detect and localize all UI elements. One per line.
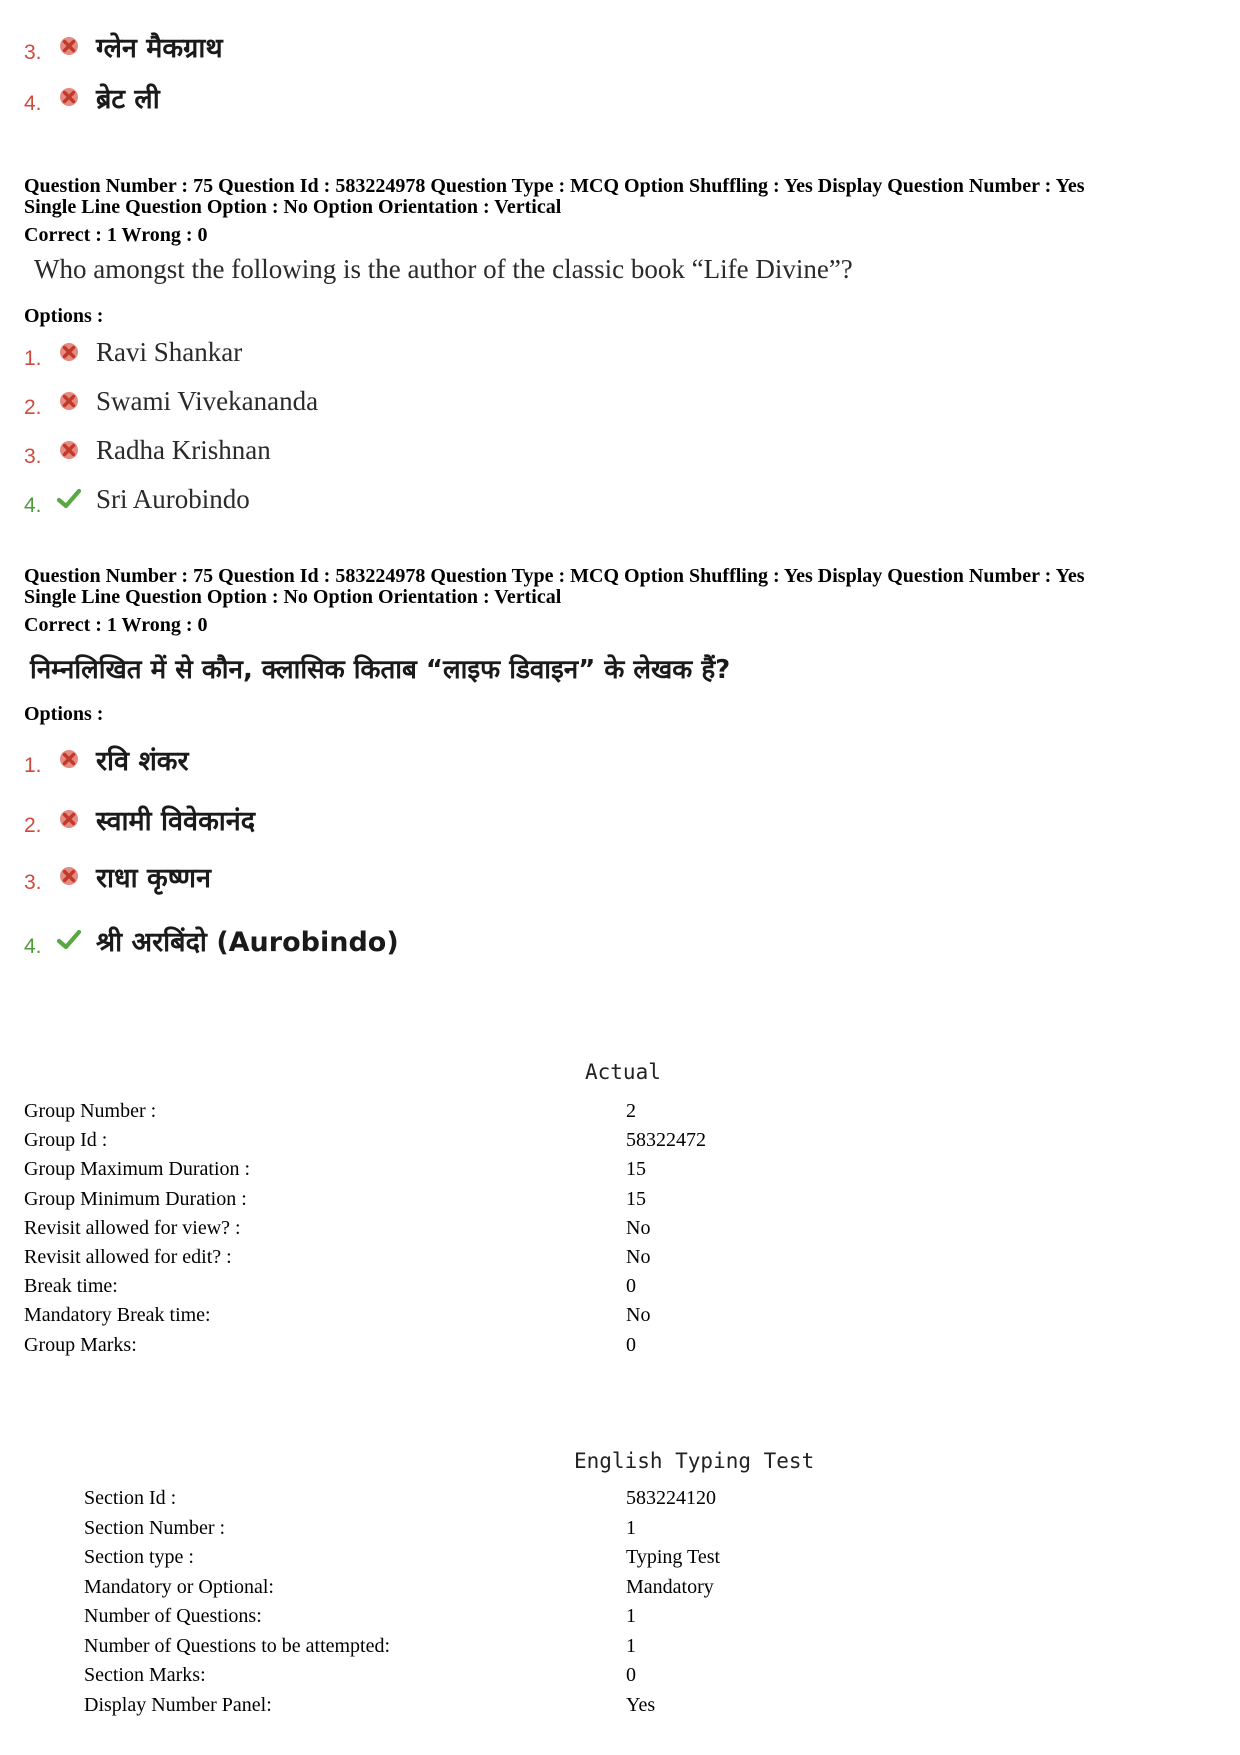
- table-row-label: Revisit allowed for view? :: [24, 1216, 241, 1239]
- question-meta-line: Single Line Question Option : No Option Orientation : Vertical: [24, 586, 562, 608]
- option-number: 4.: [24, 92, 42, 115]
- option-number: 3.: [24, 871, 42, 894]
- option-text: राधा कृष्णन: [96, 862, 211, 894]
- table-row-value: No: [626, 1216, 651, 1239]
- table-row-value: 1: [626, 1634, 636, 1657]
- wrong-mark-icon: [56, 388, 82, 414]
- option-text: स्वामी विवेकानंद: [96, 805, 256, 837]
- table-row-value: 0: [626, 1664, 636, 1686]
- option-text: ब्रेट ली: [96, 83, 160, 115]
- option-row: [24, 739, 189, 779]
- option-row: [24, 479, 250, 519]
- option-number: 3.: [24, 41, 42, 64]
- question-text: Who amongst the following is the author of the classic book “Life Divine”?: [34, 254, 853, 284]
- wrong-mark-icon: [56, 437, 82, 463]
- question-marks-line: Correct : 1 Wrong : 0: [24, 614, 208, 636]
- table-row-value: 1: [626, 1605, 636, 1627]
- table-row-value: 2: [626, 1100, 636, 1122]
- table-row-label: Revisit allowed for edit? :: [24, 1246, 232, 1268]
- table-row-label: Mandatory or Optional:: [84, 1575, 274, 1598]
- option-row: [24, 381, 318, 421]
- options-label: Options :: [24, 305, 104, 327]
- option-text: Swami Vivekananda: [96, 385, 319, 416]
- table-row-value: 15: [626, 1187, 646, 1210]
- correct-check-icon: [56, 486, 82, 512]
- table-row-value: No: [626, 1304, 651, 1327]
- table-row-label: Section type :: [84, 1546, 194, 1568]
- question-meta-line: Question Number : 75 Question Id : 583224978 Question Type : MCQ Option Shuffling : Yes Display Question Number : Yes: [24, 175, 1085, 197]
- group-table-title: Actual: [585, 1060, 661, 1084]
- table-row-value: 58322472: [626, 1129, 706, 1152]
- question-meta-line: Question Number : 75 Question Id : 583224978 Question Type : MCQ Option Shuffling : Yes Display Question Number : Yes: [24, 565, 1085, 587]
- table-row-label: Number of Questions:: [84, 1605, 262, 1627]
- table-row-label: Group Marks:: [24, 1333, 137, 1356]
- table-row-label: Group Number :: [24, 1100, 157, 1122]
- wrong-mark-icon: [56, 84, 82, 110]
- option-row: [24, 26, 223, 66]
- wrong-mark-icon: [56, 746, 82, 772]
- question-meta-line: Single Line Question Option : No Option Orientation : Vertical: [24, 196, 562, 218]
- option-number: 2.: [24, 396, 42, 419]
- table-row-value: 0: [626, 1275, 636, 1298]
- option-number: 4.: [24, 494, 42, 517]
- wrong-mark-icon: [56, 33, 82, 59]
- table-row-value: Yes: [626, 1693, 656, 1716]
- table-row-label: Section Id :: [84, 1487, 177, 1509]
- table-row-label: Group Maximum Duration :: [24, 1158, 251, 1181]
- option-row: [24, 430, 271, 470]
- table-row-value: Mandatory: [626, 1575, 714, 1598]
- table-row-label: Number of Questions to be attempted:: [84, 1634, 391, 1657]
- options-label: Options :: [24, 703, 104, 725]
- table-row-label: Section Number :: [84, 1516, 226, 1539]
- wrong-mark-icon: [56, 806, 82, 832]
- option-number: 3.: [24, 445, 42, 468]
- question-marks-line: Correct : 1 Wrong : 0: [24, 224, 208, 246]
- option-text: Sri Aurobindo: [96, 483, 250, 514]
- table-row-label: Section Marks:: [84, 1664, 206, 1686]
- question-text: निम्नलिखित में से कौन, क्लासिक किताब “लाइफ डिवाइन” के लेखक हैं?: [30, 655, 731, 685]
- table-row-label: Group Minimum Duration :: [24, 1187, 247, 1210]
- table-row-label: Group Id :: [24, 1129, 108, 1152]
- option-text: Ravi Shankar: [96, 336, 243, 367]
- wrong-mark-icon: [56, 863, 82, 889]
- option-text: श्री अरबिंदो (Aurobindo): [96, 926, 399, 958]
- option-row: [24, 920, 399, 960]
- option-text: ग्लेन मैकग्राथ: [96, 32, 223, 64]
- option-number: 1.: [24, 754, 42, 777]
- option-number: 1.: [24, 347, 42, 370]
- section-table-title: English Typing Test: [574, 1449, 815, 1473]
- table-row-value: 15: [626, 1158, 646, 1181]
- option-row: [24, 77, 160, 117]
- table-row-label: Display Number Panel:: [84, 1693, 272, 1716]
- table-row-value: 1: [626, 1516, 636, 1539]
- option-number: 4.: [24, 935, 42, 958]
- table-row-value: 0: [626, 1333, 636, 1356]
- table-row-value: 583224120: [626, 1487, 716, 1509]
- option-row: [24, 856, 211, 896]
- table-row-value: No: [626, 1246, 651, 1268]
- wrong-mark-icon: [56, 339, 82, 365]
- option-text: रवि शंकर: [96, 745, 189, 777]
- correct-check-icon: [56, 927, 82, 953]
- option-text: Radha Krishnan: [96, 434, 271, 465]
- option-number: 2.: [24, 814, 42, 837]
- table-row-value: Typing Test: [626, 1546, 721, 1568]
- table-row-label: Break time:: [24, 1275, 118, 1298]
- option-row: [24, 332, 242, 372]
- table-row-label: Mandatory Break time:: [24, 1304, 211, 1327]
- option-row: [24, 799, 255, 839]
